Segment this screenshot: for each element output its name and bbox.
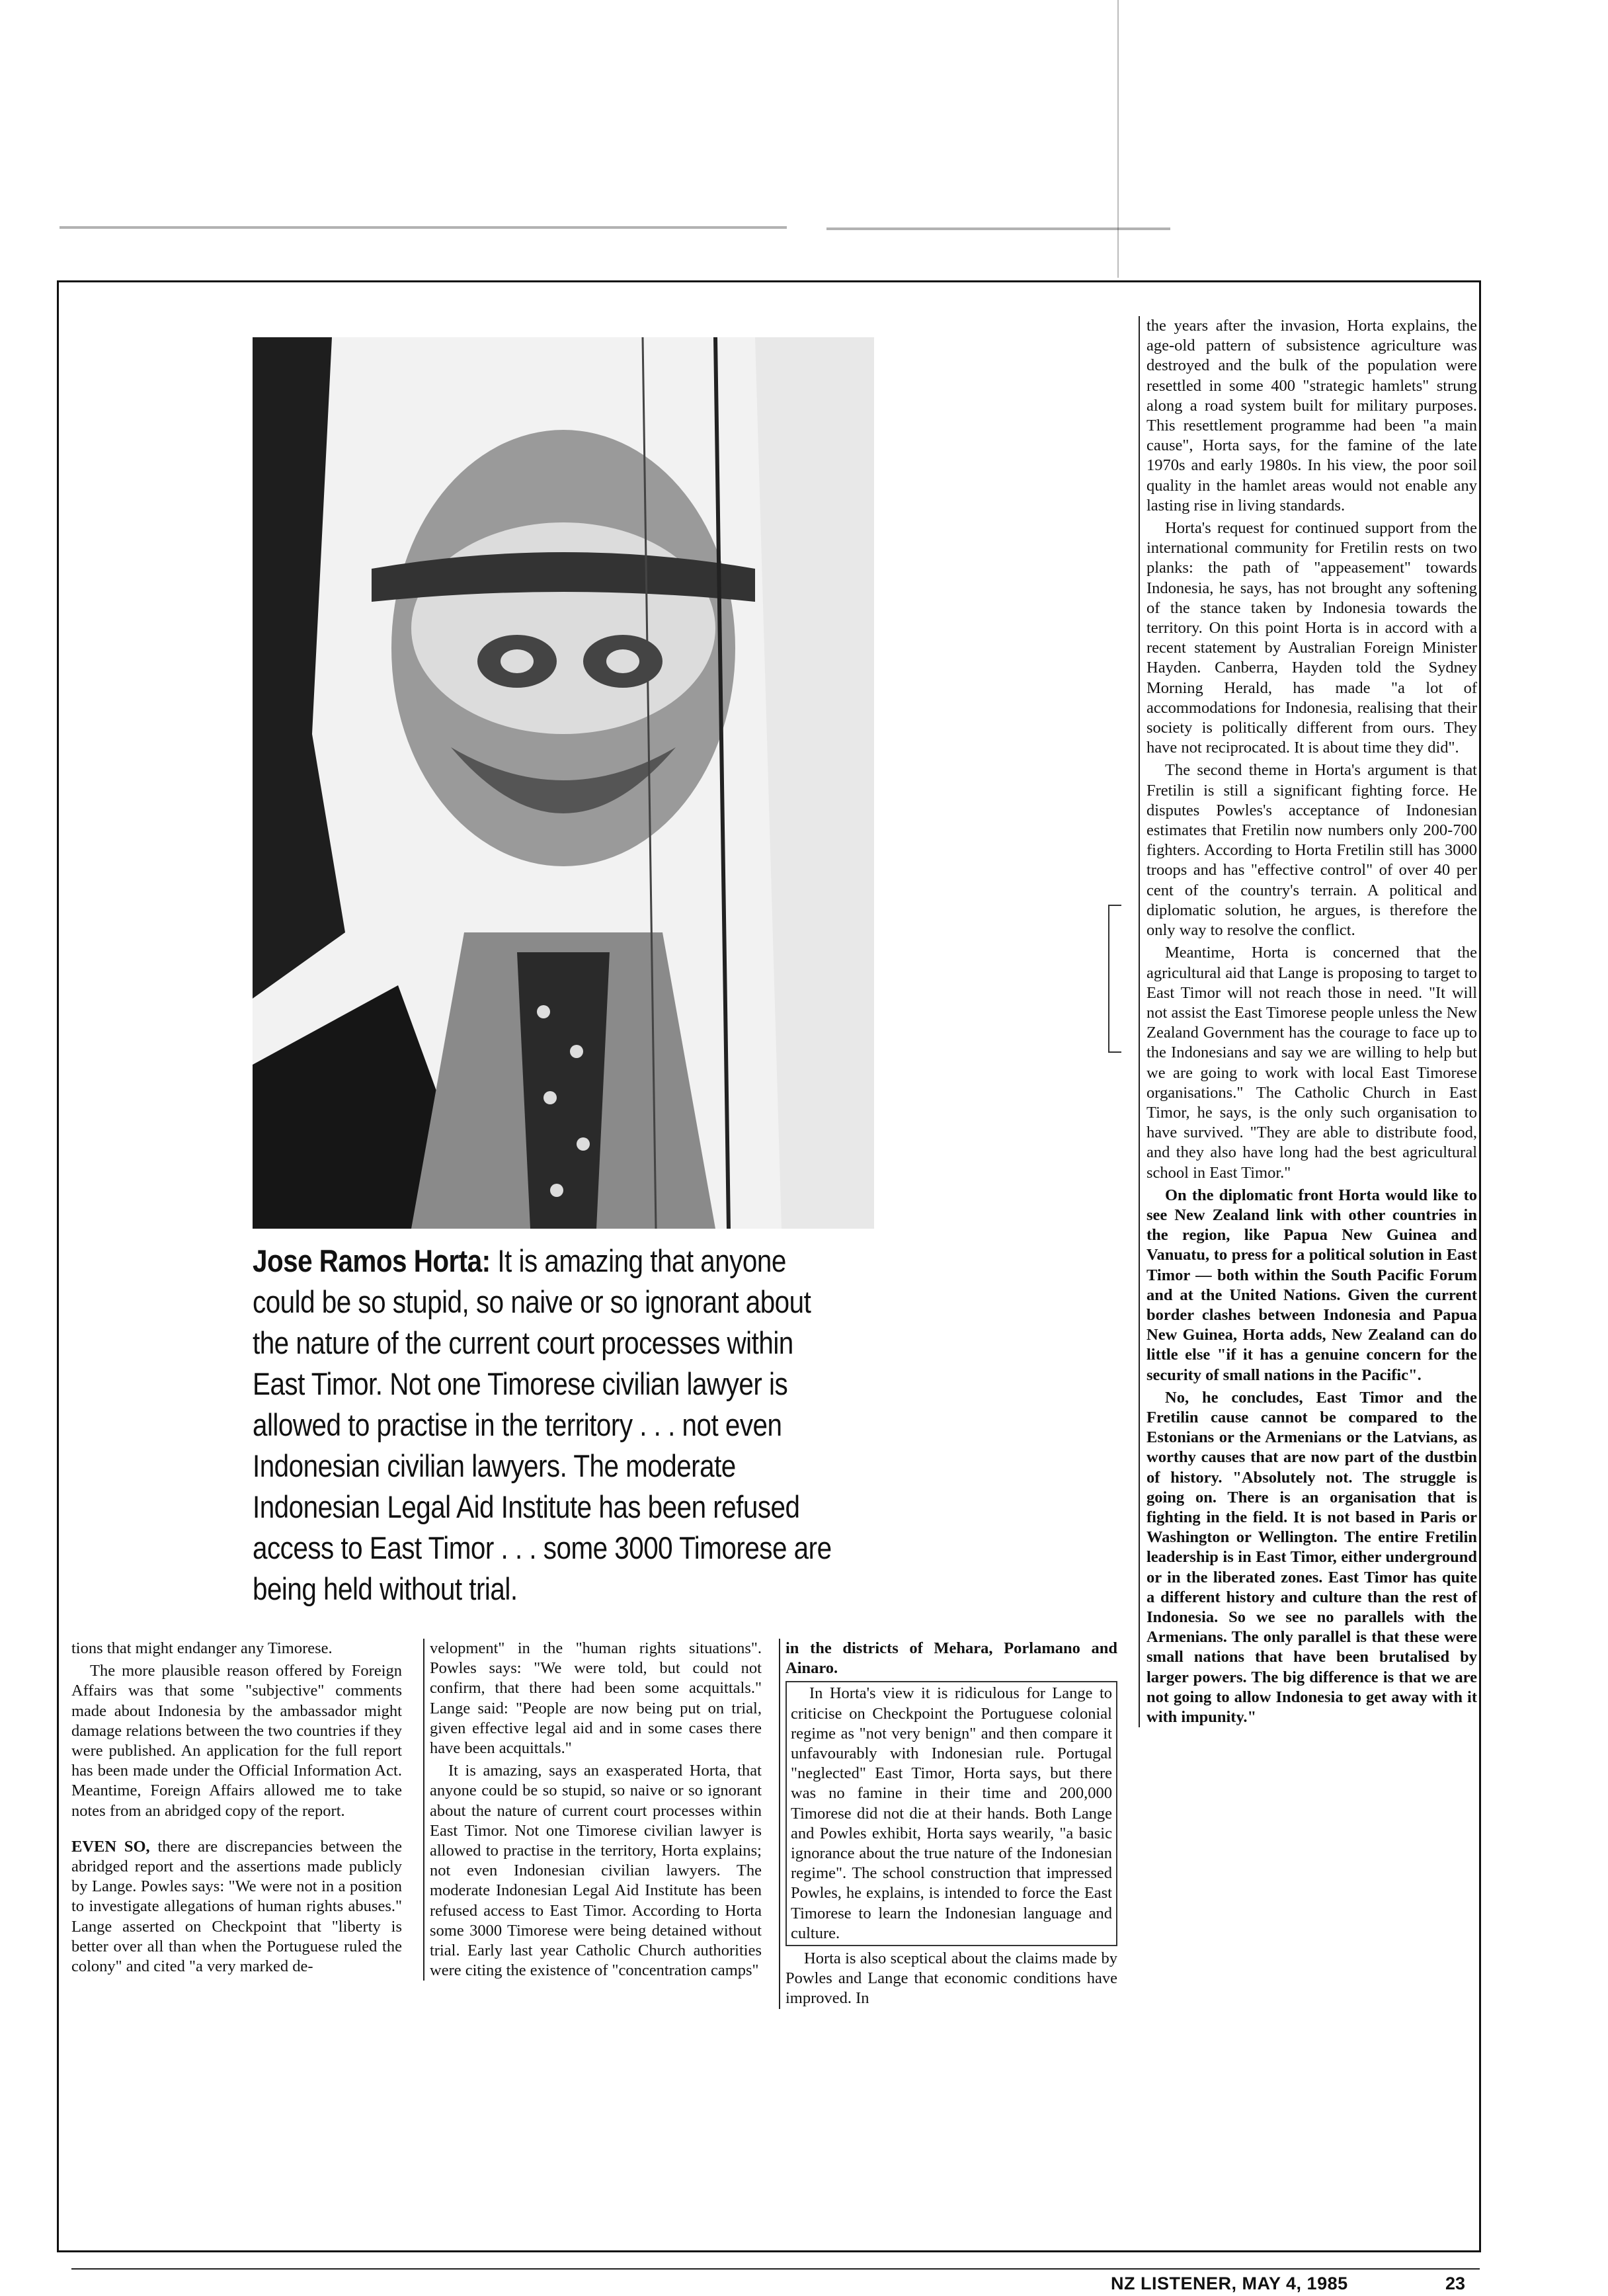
bottom-column-2 [423, 1639, 762, 1981]
caption-name: Jose Ramos Horta: [253, 1243, 491, 1278]
caption-text: It is amazing that anyone could be so stupid, so naive or so ignorant about the nature of the current court processes within East Timor. Not one Timorese civilian lawyer is allowed to practise in the territory . . . not even Indonesian civilian lawyers. The moderate Indonesian Legal Aid Institute has been refused access to East Timor . . . some 3000 Timorese are being held without trial. [253, 1243, 832, 1606]
col1-para-2: The more plausible reason offered by Foreign Affairs was that some "subjective" comments made about Indonesia by the ambassador might damage relations between the two countries if they were published. An application for the full report has been made under the Official Information Act. Meantime, Foreign Affairs allowed me to take notes from an abridged copy of the report. [71, 1662, 402, 1820]
col2-para-1: velopment" in the "human rights situations". Powles says: "We were told, but could not confirm, that there had been some acquittals." Lange said: "People are now being put on trial, given effective legal aid and in some cases there have been acquittals." [430, 1639, 762, 1758]
right-para-6: No, he concludes, East Timor and the Fretilin cause cannot be compared to the Estonians or the Armenians or the Latvians, as worthy causes that are now part of the dustbin of history. "Absolutely not. The struggle is going on. There is an organisation that is fighting in the field. It is not based in Paris or Washington or Wellington. The entire Fretilin leadership is in East Timor, either underground or in the liberated zones. East Timor has quite a different history and culture than the rest of Indonesia. So we see no parallels with the Armenians. The only parallel is that these were small nations that have been brutalised by larger powers. The big difference is that we are not going to allow Indonesia to get away with it with impunity." [1146, 1388, 1477, 1727]
col3-para-3: Horta is also sceptical about the claims made by Powles and Lange that economic conditions have improved. In [785, 1949, 1117, 2008]
publication-footer: NZ LISTENER, MAY 4, 1985 [1111, 2274, 1348, 2293]
margin-bracket [1108, 905, 1121, 1053]
portrait-photo [253, 337, 874, 1229]
scan-smudge [60, 226, 787, 229]
right-para-1: the years after the invasion, Horta explains, the age-old pattern of subsistence agriculture was destroyed and the bulk of the population were resettled in some 400 "strategic hamlets" strung along a road system built for military purposes. This resettlement programme had been "a main cause", Horta says, for the famine of the late 1970s and early 1980s. In his view, the poor soil quality in the hamlet areas would not enable any lasting rise in living standards. [1146, 317, 1477, 514]
col2-para-2: It is amazing, says an exasperated Horta, that anyone could be so stupid, so naive or so ignorant about the nature of current court processes within East Timor. Not one Timorese civilian lawyer is allowed to practise in the territory, Horta explains; not even Indonesian civilian lawyers. The moderate Indonesian Legal Aid Institute has been refused access to East Timor. According to Horta some 3000 Timorese were being detained without trial. Early last year Catholic Church authorities were citing the existence of "concentration camps" [430, 1762, 762, 1980]
right-para-3: The second theme in Horta's argument is that Fretilin is still a significant fighting force. He disputes Powles's acceptance of Indonesian estimates that Fretilin now numbers only 200-700 fighters. According to Horta Fretilin still has 3000 troops and has "effective control" of over 40 per cent of the country's terrain. A political and diplomatic solution, he argues, is therefore the only way to resolve the conflict. [1146, 761, 1477, 940]
col1-lead-in: EVEN SO, [71, 1837, 150, 1856]
footer-rule [71, 2268, 1480, 2270]
col1-para-3-text: there are discrepancies between the abridged report and the assertions made publicly by Lange. Powles says: "We were not in a position to investigate allegations of human rights abuses." Lange asserted on Checkpoint that "liberty is better over all than when the Portuguese ruled the colony" and cited "a very marked de- [71, 1837, 403, 1976]
scan-smudge [826, 227, 1170, 230]
col1-para-1: tions that might endanger any Timorese. [71, 1639, 333, 1657]
col3-para-2: In Horta's view it is ridiculous for Lange to criticise on Checkpoint the Portuguese colonial regime as "not very benign" and then compare it unfavourably with Indonesian rule. Portugal "neglected" East Timor, Horta says, but there was no famine in their time and 200,000 Timorese did not die at their hands. Both Lange and Powles exhibit, Horta says wearily, "a basic ignorance about the true nature of the Indonesian regime". The school construction that impressed Powles, he explains, is intended to force the East Timorese to learn the Indonesian language and culture. [785, 1681, 1117, 1946]
right-para-4: Meantime, Horta is concerned that the agricultural aid that Lange is proposing to target to East Timor will not reach those in need. "It will not assist the East Timorese people unless the New Zealand Government has the courage to face up to the Indonesians and say we are willing to help but we are going to work with local East Timorese organisations." The Catholic Church in East Timor, he says, is the only such organisation to have survived. "They are able to distribute food, and they also have long had the best agricultural school in East Timor." [1146, 944, 1477, 1182]
bottom-column-1 [71, 1639, 402, 1977]
col3-para-1: in the districts of Mehara, Porlamano and Ainaro. [785, 1639, 1117, 1678]
scan-smudge [1117, 0, 1119, 278]
bottom-column-3 [779, 1639, 1117, 2009]
right-column [1139, 316, 1477, 1727]
photo-caption [253, 1241, 832, 1610]
portrait-illustration [253, 337, 874, 1229]
col1-para-3 [71, 1837, 402, 1977]
right-para-5: On the diplomatic front Horta would like to see New Zealand link with other countries in the region, like Papua New Guinea and Vanuatu, to press for a political solution in East Timor — both within the South Pacific Forum and at the United Nations. Given the current border clashes between Indonesia and Papua New Guinea, Horta adds, New Zealand can do little else "if it has a genuine concern for the security of small nations in the Pacific". [1146, 1186, 1477, 1384]
page-number: 23 [1445, 2274, 1466, 2293]
right-para-2: Horta's request for continued support from the international community for Fretilin rests on two planks: the path of "appeasement" towards Indonesia, he says, has not brought any softening of the stance taken by Indonesia towards the territory. On this point Horta is in accord with a recent statement by Australian Foreign Minister Hayden. Canberra, Hayden told the Sydney Morning Herald, has made "a lot of accommodations for Indonesia, realising that their society is politically different from ours. They have not reciprocated. It is about time they did". [1146, 519, 1477, 757]
